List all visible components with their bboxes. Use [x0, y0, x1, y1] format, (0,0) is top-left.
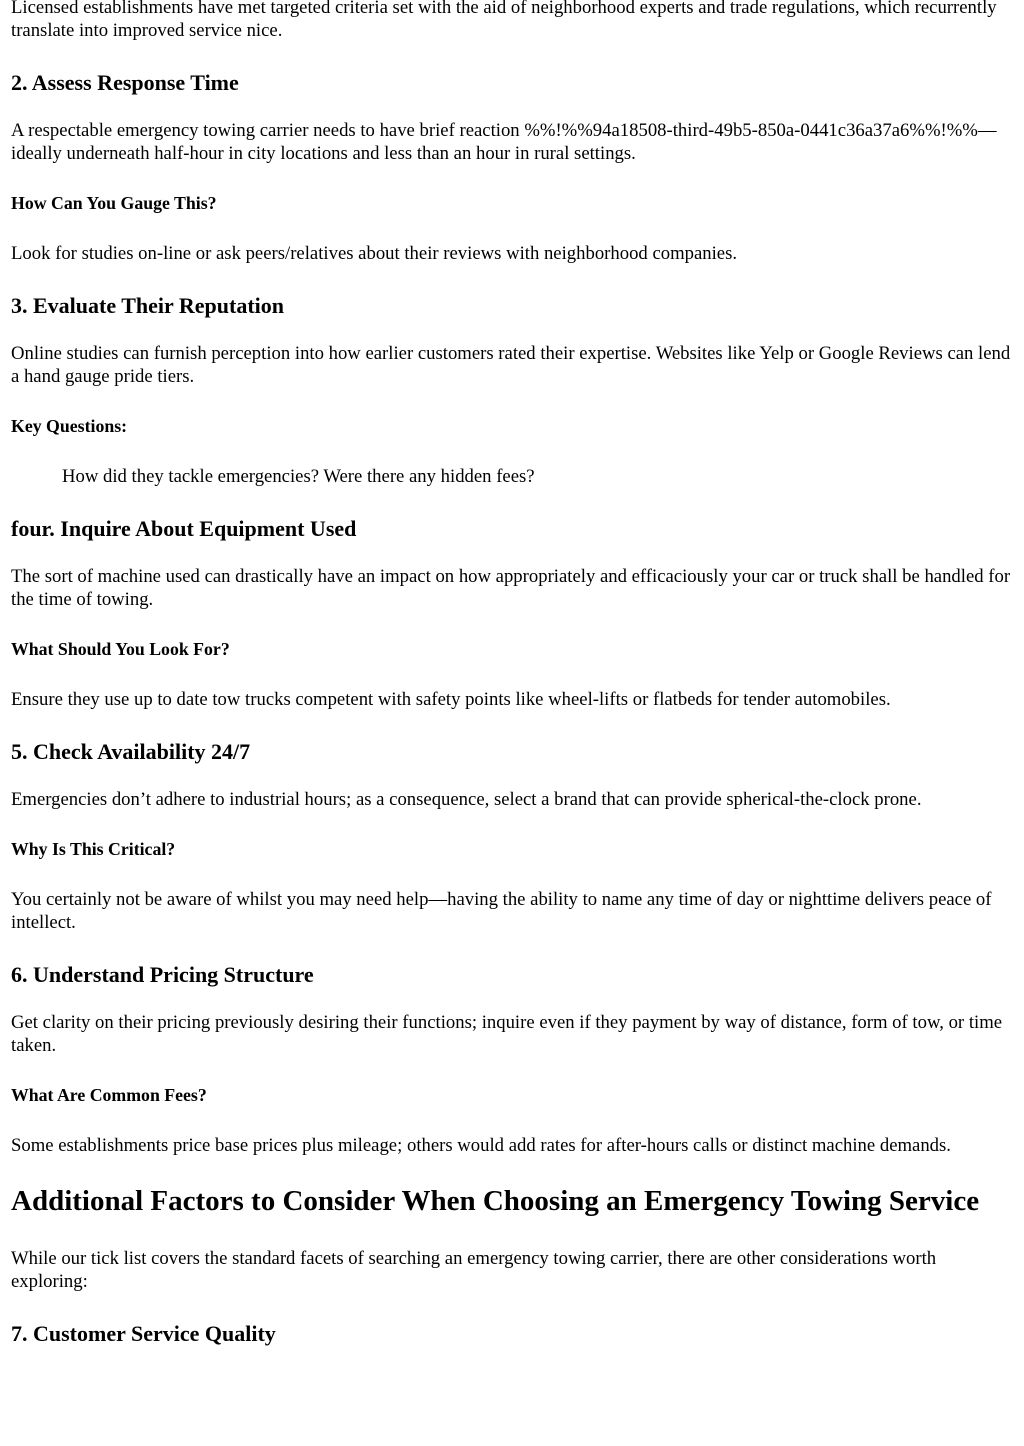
section-2-heading: 2. Assess Response Time	[11, 70, 239, 95]
section-3-paragraph: Online studies can furnish perception into how earlier customers rated their expertise. Websites like Yelp or Google Reviews can lend a hand gauge pride tiers.	[11, 343, 1011, 387]
section-6-heading: 6. Understand Pricing Structure	[11, 962, 314, 987]
section-5-subheading: Why Is This Critical?	[11, 839, 176, 859]
section-6-subparagraph: Some establishments price base prices plus mileage; others would add rates for after-hours calls or distinct machine demands.	[11, 1135, 951, 1156]
section-4-paragraph: The sort of machine used can drastically have an impact on how appropriately and efficaciously your car or truck shall be handled for the time of towing.	[11, 566, 1011, 610]
list-item: How did they tackle emergencies? Were there any hidden fees?	[62, 466, 535, 487]
section-3-heading: 3. Evaluate Their Reputation	[11, 293, 284, 318]
additional-factors-paragraph: While our tick list covers the standard facets of searching an emergency towing carrier, there are other considerations worth exploring:	[11, 1248, 937, 1292]
section-2-subparagraph: Look for studies on-line or ask peers/relatives about their reviews with neighborhood companies.	[11, 243, 738, 264]
section-5-heading: 5. Check Availability 24/7	[11, 739, 251, 764]
section-4-subheading: What Should You Look For?	[11, 639, 230, 659]
section-4-subparagraph: Ensure they use up to date tow trucks competent with safety points like wheel-lifts or flatbeds for tender automobiles.	[11, 689, 891, 710]
key-questions-list	[11, 465, 1013, 488]
section-5-paragraph: Emergencies don’t adhere to industrial hours; as a consequence, select a brand that can provide spherical-the-clock prone.	[11, 789, 922, 810]
section-4-heading: four. Inquire About Equipment Used	[11, 516, 357, 541]
section-5-subparagraph: You certainly not be aware of whilst you may need help—having the ability to name any time of day or nighttime delivers peace of intellect.	[11, 889, 992, 933]
section-2-paragraph: A respectable emergency towing carrier needs to have brief reaction %%!%%94a18508-third-49b5-850a-0441c36a37a6%%!%%—ideally underneath half-hour in city locations and less than an hour in rural settings.	[11, 120, 997, 164]
section-6-subheading: What Are Common Fees?	[11, 1085, 207, 1105]
section-7-heading: 7. Customer Service Quality	[11, 1321, 276, 1346]
section-3-subheading: Key Questions:	[11, 416, 128, 436]
section-2-subheading: How Can You Gauge This?	[11, 193, 217, 213]
intro-paragraph: Licensed establishments have met targeted criteria set with the aid of neighborhood experts and trade regulations, which recurrently translate into improved service nice.	[11, 0, 997, 41]
additional-factors-heading: Additional Factors to Consider When Choosing an Emergency Towing Service	[11, 1185, 980, 1217]
section-6-paragraph: Get clarity on their pricing previously desiring their functions; inquire even if they payment by way of distance, form of tow, or time taken.	[11, 1012, 1003, 1056]
